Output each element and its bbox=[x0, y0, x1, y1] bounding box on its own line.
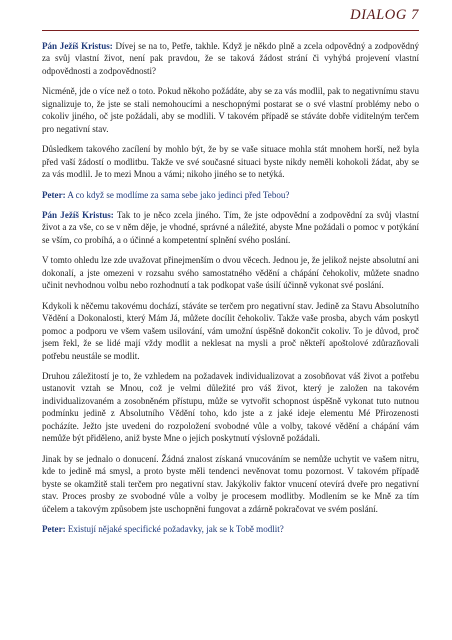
paragraph-1 bbox=[42, 40, 419, 77]
paragraph-text: A co když se modlíme za sama sebe jako jedinci před Tebou? bbox=[65, 189, 290, 200]
paragraph-text: Nicméně, jde o více než o toto. Pokud někoho požádáte, aby se za vás modlil, pak to negativnímu stavu signalizuje to, že jste se stali nemohoucími a neschopnými postarat se o své vlastní problémy nebo o cokoliv jiného, oč jste požádali, aby se modlili. V takovém případě se stáváte dobře viditelným terčem pro negativní stav. bbox=[42, 86, 419, 134]
paragraph-text: Jinak by se jednalo o donucení. Žádná znalost získaná vnucováním se nemůže uchytit ve vašem nitru, kde to jedině má smysl, a proto byste měli tendenci nevěnovat tomu pozornost. V takovém případě byste se okamžitě stali terčem pro negativní stav. Jakýkoliv faktor vnucení otevírá dveře pro negativní stav. Proces prosby ze svobodné vůle a volby je procesem modlitby. Modlením se ke Mně za tím účelem a takovým způsobem jste uschopněni fungovat a zdárně pokračovat ve svém poslání. bbox=[42, 453, 419, 514]
paragraph-2 bbox=[42, 85, 419, 135]
speaker-label: Peter: bbox=[42, 189, 66, 200]
dialog-content bbox=[42, 40, 419, 543]
chapter-title: DIALOG 7 bbox=[350, 7, 419, 23]
speaker-label: Peter: bbox=[42, 523, 66, 534]
paragraph-text: Tak to je něco zcela jiného. Tím, že jste odpovědní a zodpovědní za svůj vlastní život a za vše, co se v něm děje, je vhodné, správné a náležité, abyste Mne požádali o pomoc v potýkání se vším, co probíhá, a o účinné a kompetentní splnění svého poslání. bbox=[42, 209, 419, 245]
paragraph-text: Druhou záležitostí je to, že vzhledem na požadavek individualizovat a zosobňovat váš život a potřebu ustanovit vztah se Mnou, což je velmi důležité pro váš život, který je založen na takovém individualizovaném a zosobněném přístupu, může se vytvořit schopnost úspěšně vykonat tuto nutnou podmínku jedině z Absolutního Vědění toho, kdo jste a z jaké ideje elementu Mé Přirozenosti pocházíte. Ježto jste uvedeni do rozpoložení svobodné vůle a volby, takové vědění a chápání vám nemůže být přiděleno, aniž byste Mne o jejich poskytnutí výslovně požádali. bbox=[42, 370, 419, 444]
paragraph-text: Kdykoli k něčemu takovému dochází, stáváte se terčem pro negativní stav. Jedině za Stavu Absolutního Vědění a Dokonalosti, který Mám Já, můžete docílit čehokoliv. Takže vaše prosba, abych vám poskytl pomoc a podporu ve všem vašem usilování, vám umožní úspěšně dokončit cokoliv. To je důvod, proč jsem řekl, že se lidé mají vždy modlit a neklesat na mysli a proč někteří apoštolové zdůrazňovali potřebu neustále se modlit. bbox=[42, 300, 419, 361]
paragraph-text: Existují nějaké specifické požadavky, jak se k Tobě modlit? bbox=[65, 523, 284, 534]
paragraph-6 bbox=[42, 254, 419, 291]
page-header bbox=[42, 4, 419, 31]
paragraph-4 bbox=[42, 189, 419, 201]
paragraph-7 bbox=[42, 300, 419, 362]
paragraph-8 bbox=[42, 370, 419, 445]
paragraph-3 bbox=[42, 143, 419, 180]
paragraph-text: Dívej se na to, Petře, takhle. Když je někdo plně a zcela odpovědný a zodpovědný za svůj vlastní život, není pak pravdou, že se taková žádost strání či vyhýbá projevení vlastní odpovědnosti a zodpovědnosti? bbox=[42, 41, 420, 76]
paragraph-text: Důsledkem takového zacílení by mohlo být, že by se vaše situace mohla stát mnohem horší, než byla před vaší žádostí o modlitbu. Takže ve své současné situaci byste nikdy neměli kohokoli žádat, aby se za vás modlil. Je to mezi Mnou a vámi; nikoho jiného se to netýká. bbox=[42, 144, 419, 180]
paragraph-5 bbox=[42, 209, 419, 246]
speaker-label: Pán Ježíš Kristus: bbox=[42, 41, 113, 51]
speaker-label: Pán Ježíš Kristus: bbox=[42, 209, 114, 220]
paragraph-10 bbox=[42, 523, 419, 535]
paragraph-9 bbox=[42, 453, 419, 515]
paragraph-text: V tomto ohledu lze zde uvažovat přinejmenším o dvou věcech. Jednou je, že jelikož nejste absolutní ani dokonalí, a jste omezeni v rozsahu svého samostatného vědění a chápání čehokoliv, můžete snadno učinit nevhodnou volbu nebo rozhodnutí a tak podkopat vaše úsilí účinně vykonat své poslání. bbox=[42, 255, 419, 291]
